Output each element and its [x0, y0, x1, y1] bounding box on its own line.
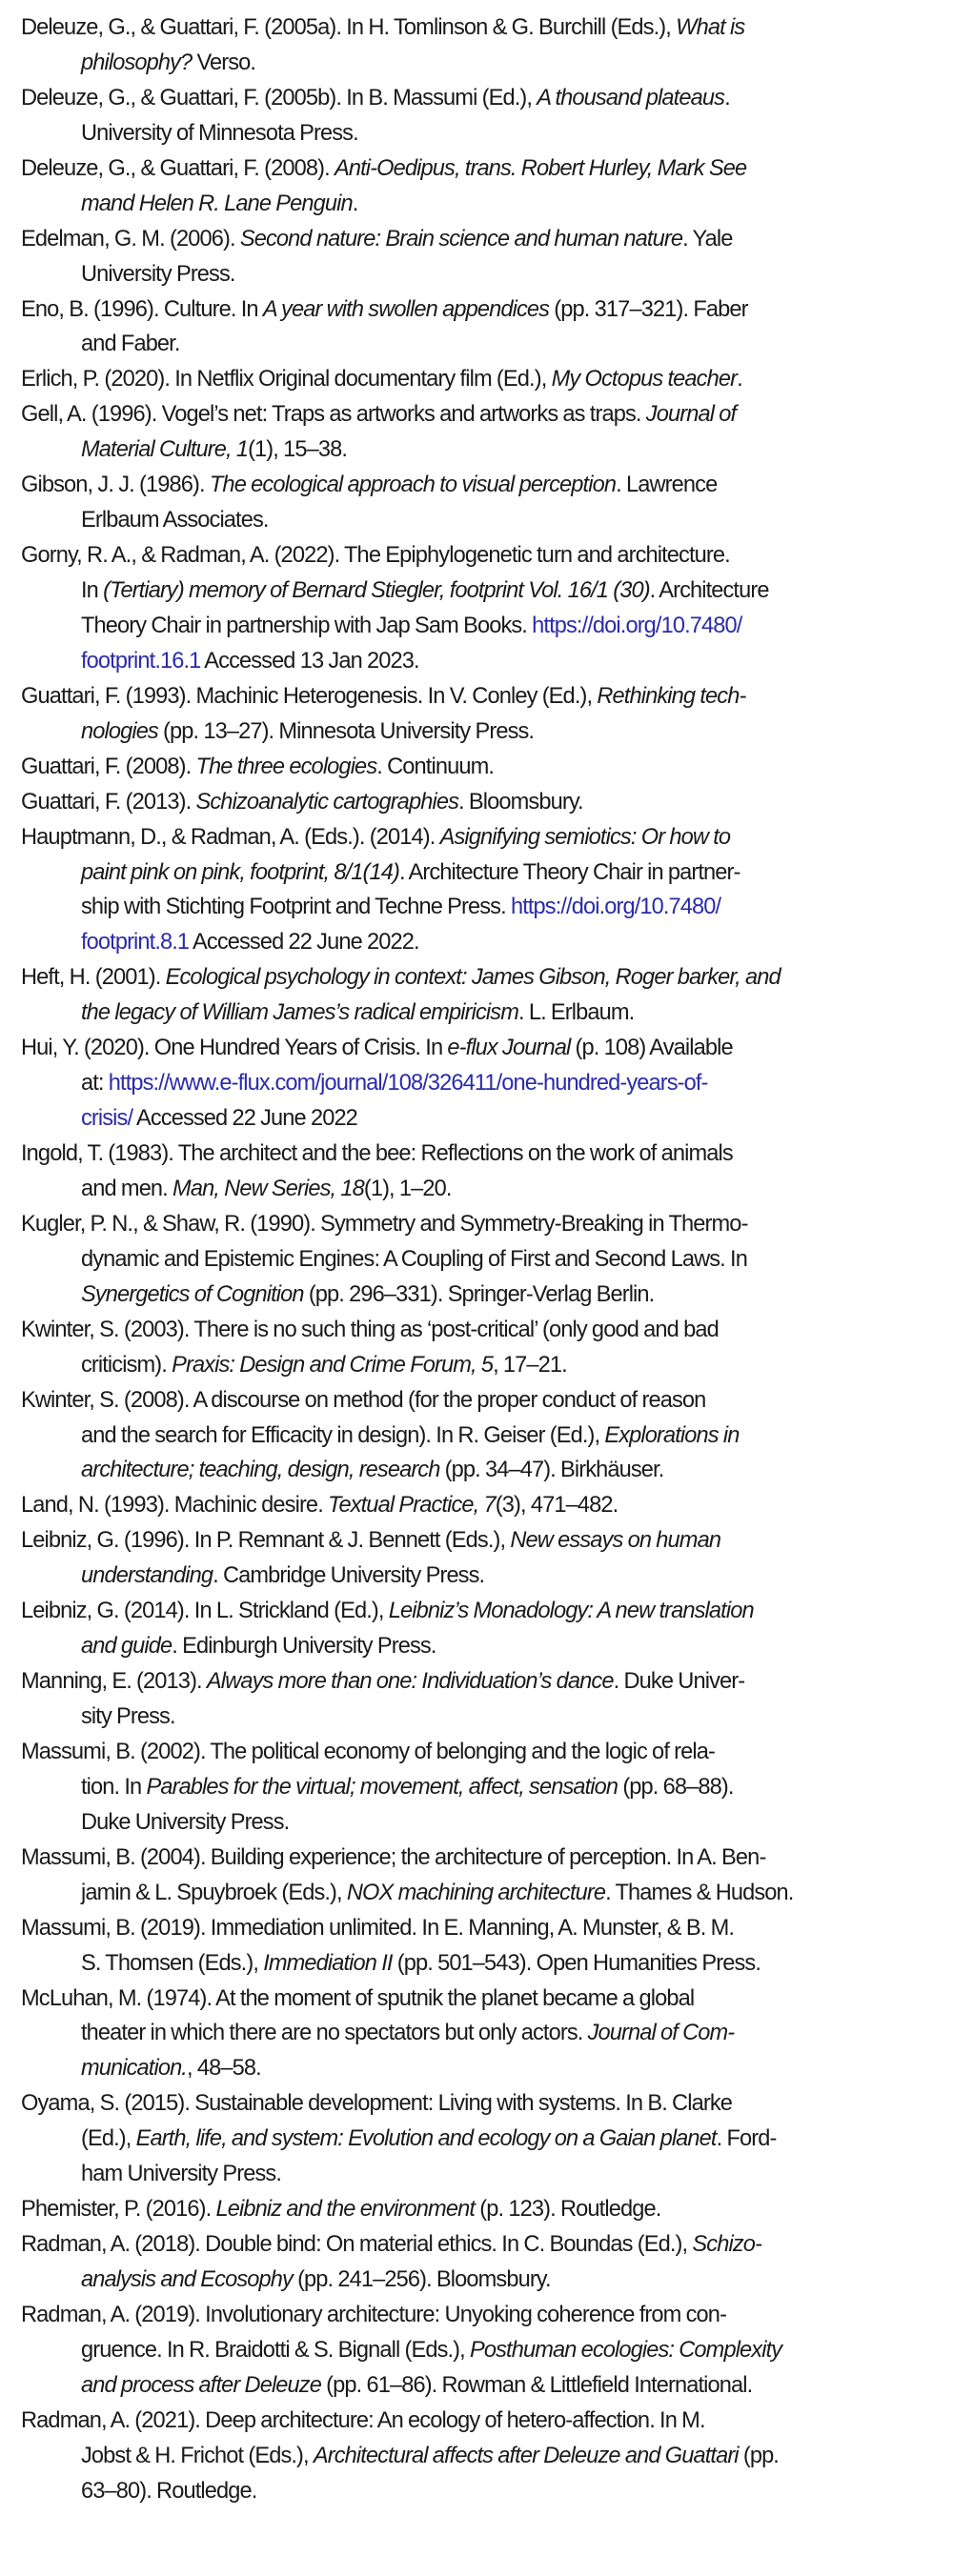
- reference-text: Radman, A. (2021). Deep architecture: An ecology of hetero-affection. In M.: [21, 2406, 705, 2433]
- reference-continuation-line: [1, 1278, 939, 1313]
- reference-text: Erlbaum Associates.: [81, 507, 269, 533]
- reference-title-italic: Material Culture, 1: [81, 436, 249, 463]
- reference-entry: [0, 292, 953, 363]
- reference-entry: [0, 2404, 953, 2509]
- reference-first-line: [0, 1031, 939, 1066]
- reference-continuation-line: [1, 2263, 939, 2298]
- reference-text: . Duke Univer-: [613, 1668, 745, 1695]
- reference-text: Massumi, B. (2019). Immediation unlimited. In E. Manning, A. Munster, & B. M.: [21, 1914, 735, 1941]
- reference-entry: [0, 1523, 953, 1594]
- reference-continuation-line: [1, 714, 939, 750]
- reference-text: 63–80). Routledge.: [81, 2477, 257, 2504]
- reference-text: Verso.: [192, 49, 256, 75]
- reference-entry: [0, 151, 953, 222]
- reference-text: Kugler, P. N., & Shaw, R. (1990). Symmetry and Symmetry-Breaking in Thermo-: [21, 1210, 748, 1237]
- reference-first-line: [0, 1911, 939, 1946]
- reference-first-line: [0, 1735, 939, 1770]
- reference-entry: [0, 397, 953, 468]
- reference-text: Theory Chair in partnership with Jap Sam Books.: [81, 612, 533, 638]
- reference-text: (pp. 296–331). Springer-Verlag Berlin.: [303, 1280, 655, 1307]
- reference-text: Eno, B. (1996). Culture. In: [21, 295, 263, 322]
- reference-text: Gibson, J. J. (1986).: [21, 472, 210, 498]
- reference-title-italic: Man, New Series, 18: [172, 1175, 364, 1201]
- reference-title-italic: mand Helen R. Lane Penguin: [81, 190, 353, 216]
- reference-title-italic: What is: [676, 14, 745, 40]
- reference-text: Guattari, F. (1993). Machinic Heterogenesis. In V. Conley (Ed.),: [21, 682, 598, 709]
- reference-first-line: [0, 785, 939, 820]
- reference-first-line: [0, 1488, 939, 1523]
- reference-title-italic: Anti-Oedipus, trans. Robert Hurley, Mark See: [334, 154, 747, 181]
- reference-text: ship with Stichting Footprint and Techne Press.: [81, 894, 511, 920]
- reference-continuation-line: [1, 1700, 939, 1735]
- reference-text: (pp. 68–88).: [618, 1773, 734, 1800]
- reference-first-line: [0, 222, 939, 257]
- reference-text: Hauptmann, D., & Radman, A. (Eds.). (2014).: [21, 823, 440, 850]
- reference-text: . Architecture: [649, 577, 769, 603]
- reference-first-line: [0, 1137, 939, 1172]
- reference-first-line: [0, 362, 939, 397]
- reference-title-italic: Ecological psychology in context: James Gibson, Roger barker, and: [165, 964, 781, 991]
- reference-text: (pp. 501–543). Open Humanities Press.: [392, 1949, 761, 1976]
- reference-text: Radman, A. (2019). Involutionary architecture: Unyoking coherence from con-: [21, 2301, 727, 2327]
- reference-text: . Architecture Theory Chair in partner-: [398, 858, 740, 885]
- reference-text: (pp. 317–321). Faber: [549, 295, 748, 322]
- reference-link[interactable]: https://doi.org/10.7480/: [510, 894, 721, 920]
- reference-list: [0, 10, 953, 2509]
- reference-first-line: [0, 679, 939, 714]
- reference-first-line: [0, 1383, 939, 1419]
- reference-text: (1), 1–20.: [363, 1175, 452, 1201]
- reference-text: . Bloomsbury.: [458, 788, 583, 815]
- reference-continuation-line: [1, 925, 939, 960]
- reference-text: Erlich, P. (2020). In Netflix Original documentary film (Ed.),: [21, 366, 552, 392]
- reference-text: Deleuze, G., & Guattari, F. (2005a). In H. Tomlinson & G. Burchill (Eds.),: [21, 14, 677, 40]
- reference-title-italic: and process after Deleuze: [81, 2371, 321, 2398]
- reference-title-italic: nologies: [81, 717, 158, 744]
- reference-text: Deleuze, G., & Guattari, F. (2005b). In B. Massumi (Ed.),: [21, 84, 537, 111]
- reference-text: (pp.: [738, 2442, 779, 2468]
- reference-text: .: [352, 190, 358, 216]
- reference-entry: [0, 10, 953, 81]
- reference-title-italic: Schizo-: [692, 2231, 762, 2258]
- reference-text: Massumi, B. (2004). Building experience; the architecture of perception. In A. Ben-: [21, 1843, 766, 1870]
- reference-first-line: [0, 2404, 939, 2439]
- reference-first-line: [0, 1664, 939, 1700]
- reference-first-line: [0, 1523, 939, 1559]
- reference-title-italic: Posthuman ecologies: Complexity: [470, 2336, 782, 2363]
- reference-entry: [0, 1594, 953, 1664]
- reference-text: criticism).: [81, 1351, 172, 1378]
- reference-first-line: [0, 151, 939, 187]
- reference-title-italic: The three ecologies: [195, 753, 377, 779]
- reference-continuation-line: [1, 46, 939, 81]
- reference-first-line: [0, 1207, 939, 1242]
- reference-entry: [0, 538, 953, 679]
- reference-first-line: [0, 2086, 939, 2122]
- reference-first-line: [0, 2192, 939, 2227]
- reference-text: and the search for Efficacity in design). In R. Geiser (Ed.),: [81, 1421, 605, 1448]
- reference-title-italic: (Tertiary) memory of Bernard Stiegler, footprint Vol. 16/1 (30): [103, 577, 650, 603]
- reference-entry: [0, 960, 953, 1031]
- reference-title-italic: Journal of: [645, 401, 737, 428]
- reference-text: Gell, A. (1996). Vogel’s net: Traps as artworks and artworks as traps.: [21, 401, 646, 428]
- reference-text: . Continuum.: [376, 753, 495, 779]
- reference-text: (pp. 61–86). Rowman & Littlefield International.: [320, 2371, 753, 2398]
- reference-text: Radman, A. (2018). Double bind: On material ethics. In C. Boundas (Ed.),: [21, 2231, 693, 2258]
- reference-title-italic: Schizoanalytic cartographies: [195, 788, 459, 815]
- reference-text: (1), 15–38.: [248, 436, 348, 463]
- reference-first-line: [0, 820, 939, 855]
- reference-text: Leibniz, G. (1996). In P. Remnant & J. Bennett (Eds.),: [21, 1527, 511, 1554]
- reference-entry: [0, 1137, 953, 1207]
- reference-text: Duke University Press.: [81, 1808, 290, 1835]
- reference-text: gruence. In R. Braidotti & S. Bignall (Eds.),: [81, 2336, 471, 2363]
- reference-first-line: [0, 81, 939, 116]
- reference-entry: [0, 1313, 953, 1383]
- reference-entry: [0, 1383, 953, 1489]
- reference-text: . Cambridge University Press.: [213, 1562, 485, 1589]
- reference-text: Oyama, S. (2015). Sustainable development: Living with systems. In B. Clarke: [21, 2090, 733, 2117]
- reference-entry: [0, 1031, 953, 1137]
- reference-continuation-line: [1, 1805, 939, 1841]
- reference-continuation-line: [1, 890, 939, 925]
- reference-title-italic: New essays on human: [510, 1527, 721, 1554]
- reference-continuation-line: [1, 2474, 939, 2509]
- reference-text: Manning, E. (2013).: [21, 1668, 207, 1695]
- reference-title-italic: Asignifying semiotics: Or how to: [439, 823, 731, 850]
- reference-entry: [0, 468, 953, 538]
- reference-text: Deleuze, G., & Guattari, F. (2008).: [21, 154, 335, 181]
- reference-entry: [0, 1841, 953, 1911]
- reference-continuation-line: [1, 2051, 939, 2086]
- reference-text: Accessed 13 Jan 2023.: [200, 647, 419, 674]
- reference-text: and men.: [81, 1175, 173, 1201]
- reference-title-italic: Second nature: Brain science and human nature: [239, 225, 683, 252]
- reference-text: (pp. 34–47). Birkhäuser.: [439, 1457, 664, 1483]
- reference-title-italic: My Octopus teacher: [551, 366, 738, 392]
- reference-text: Leibniz, G. (2014). In L. Strickland (Ed.),: [21, 1598, 389, 1624]
- reference-link[interactable]: https://www.e-flux.com/journal/108/326411/one-hundred-years-of-: [108, 1070, 708, 1097]
- reference-entry: [0, 1911, 953, 1982]
- reference-continuation-line: [1, 2439, 939, 2474]
- reference-continuation-line: [1, 609, 939, 644]
- reference-first-line: [0, 1841, 939, 1876]
- reference-link[interactable]: footprint.16.1: [81, 647, 201, 674]
- reference-continuation-line: [1, 116, 939, 151]
- reference-title-italic: Leibniz’s Monadology: A new translation: [388, 1598, 754, 1624]
- reference-text: Jobst & H. Frichot (Eds.),: [81, 2442, 314, 2468]
- reference-continuation-line: [1, 644, 939, 679]
- reference-entry: [0, 2086, 953, 2192]
- reference-text: In: [81, 577, 104, 603]
- reference-link[interactable]: footprint.8.1: [81, 929, 190, 956]
- reference-entry: [0, 2227, 953, 2298]
- reference-entry: [0, 222, 953, 292]
- reference-link[interactable]: crisis/: [81, 1105, 133, 1132]
- reference-title-italic: Explorations in: [604, 1421, 740, 1448]
- reference-entry: [0, 750, 953, 785]
- reference-continuation-line: [1, 1101, 939, 1137]
- reference-title-italic: Architectural affects after Deleuze and Guattari: [313, 2442, 739, 2468]
- reference-continuation-line: [1, 1453, 939, 1488]
- reference-text: Guattari, F. (2008).: [21, 753, 196, 779]
- reference-text: Hui, Y. (2020). One Hundred Years of Crisis. In: [21, 1035, 448, 1061]
- reference-continuation-line: [1, 1946, 939, 1982]
- reference-text: (pp. 13–27). Minnesota University Press.: [157, 717, 535, 744]
- reference-text: tion. In: [81, 1773, 147, 1800]
- reference-text: . Yale: [682, 225, 733, 252]
- reference-text: .: [724, 84, 730, 111]
- reference-text: at:: [81, 1070, 109, 1097]
- reference-text: . Edinburgh University Press.: [172, 1633, 436, 1660]
- reference-continuation-line: [1, 996, 939, 1031]
- reference-text: Gorny, R. A., & Radman, A. (2022). The Epiphylogenetic turn and architecture.: [21, 542, 730, 569]
- reference-title-italic: analysis and Ecosophy: [81, 2266, 293, 2292]
- reference-title-italic: A thousand plateaus: [537, 84, 725, 111]
- reference-text: Heft, H. (2001).: [21, 964, 166, 991]
- reference-first-line: [0, 1594, 939, 1629]
- reference-title-italic: philosophy?: [81, 49, 193, 75]
- reference-title-italic: Journal of Com-: [587, 2020, 735, 2046]
- reference-title-italic: understanding: [81, 1562, 213, 1589]
- reference-text: .: [737, 366, 742, 392]
- reference-text: (3), 471–482.: [495, 1492, 618, 1519]
- reference-text: Guattari, F. (2013).: [21, 788, 196, 815]
- reference-text: University of Minnesota Press.: [81, 119, 358, 146]
- reference-continuation-line: [1, 1770, 939, 1805]
- reference-entry: [0, 1488, 953, 1523]
- reference-title-italic: Rethinking tech-: [597, 682, 746, 709]
- reference-title-italic: architecture; teaching, design, research: [81, 1457, 440, 1483]
- reference-title-italic: Praxis: Design and Crime Forum, 5: [172, 1351, 494, 1378]
- reference-text: University Press.: [81, 260, 235, 287]
- reference-text: . Lawrence: [616, 472, 718, 498]
- reference-link[interactable]: https://doi.org/10.7480/: [532, 612, 742, 638]
- reference-entry: [0, 1664, 953, 1735]
- reference-first-line: [0, 1982, 939, 2017]
- reference-first-line: [0, 1313, 939, 1348]
- reference-first-line: [0, 2227, 939, 2263]
- reference-text: Ingold, T. (1983). The architect and the bee: Reflections on the work of animals: [21, 1140, 733, 1166]
- reference-continuation-line: [1, 327, 939, 362]
- reference-continuation-line: [1, 433, 939, 468]
- reference-entry: [0, 2298, 953, 2404]
- reference-text: Accessed 22 June 2022.: [189, 929, 419, 956]
- reference-entry: [0, 679, 953, 750]
- reference-text: (p. 108) Available: [570, 1035, 733, 1061]
- reference-continuation-line: [1, 1172, 939, 1207]
- reference-text: (Ed.),: [81, 2125, 136, 2152]
- reference-first-line: [0, 10, 939, 46]
- reference-continuation-line: [1, 503, 939, 538]
- reference-text: . L. Erlbaum.: [517, 999, 635, 1026]
- reference-continuation-line: [1, 2016, 939, 2051]
- reference-text: theater in which there are no spectators but only actors.: [81, 2020, 588, 2046]
- reference-text: jamin & L. Spuybroek (Eds.),: [81, 1879, 347, 1905]
- reference-title-italic: and guide: [81, 1633, 172, 1660]
- reference-continuation-line: [1, 1348, 939, 1383]
- reference-first-line: [0, 2298, 939, 2333]
- reference-text: Kwinter, S. (2008). A discourse on method (for the proper conduct of reason: [21, 1386, 706, 1413]
- reference-continuation-line: [1, 257, 939, 292]
- reference-entry: [0, 81, 953, 151]
- reference-continuation-line: [1, 1629, 939, 1664]
- reference-continuation-line: [1, 2333, 939, 2368]
- reference-text: Kwinter, S. (2003). There is no such thing as ‘post-critical’ (only good and bad: [21, 1316, 719, 1342]
- reference-text: Edelman, G. M. (2006).: [21, 225, 240, 252]
- reference-continuation-line: [1, 187, 939, 222]
- reference-title-italic: the legacy of William James’s radical empiricism: [81, 999, 518, 1026]
- reference-title-italic: NOX machining architecture: [346, 1879, 606, 1905]
- reference-text: McLuhan, M. (1974). At the moment of sputnik the planet became a global: [21, 1984, 695, 2011]
- reference-text: Phemister, P. (2016).: [21, 2196, 216, 2223]
- reference-first-line: [0, 960, 939, 996]
- reference-continuation-line: [1, 574, 939, 609]
- reference-title-italic: paint pink on pink, footprint, 8/1(14): [81, 858, 399, 885]
- reference-text: ham University Press.: [81, 2161, 281, 2187]
- reference-title-italic: Parables for the virtual; movement, affect, sensation: [146, 1773, 618, 1800]
- reference-first-line: [0, 750, 939, 785]
- reference-text: dynamic and Epistemic Engines: A Coupling of First and Second Laws. In: [81, 1245, 747, 1272]
- reference-text: Accessed 22 June 2022: [132, 1105, 357, 1132]
- reference-entry: [0, 1735, 953, 1841]
- reference-title-italic: Textual Practice, 7: [328, 1492, 496, 1519]
- reference-first-line: [0, 397, 939, 433]
- reference-text: sity Press.: [81, 1703, 175, 1729]
- reference-text: Massumi, B. (2002). The political economy of belonging and the logic of rela-: [21, 1738, 716, 1764]
- reference-first-line: [0, 538, 939, 574]
- reference-text: , 48–58.: [186, 2055, 261, 2082]
- reference-title-italic: The ecological approach to visual perception: [209, 472, 617, 498]
- reference-text: Land, N. (1993). Machinic desire.: [21, 1492, 329, 1519]
- reference-text: and Faber.: [81, 331, 180, 357]
- reference-entry: [0, 1982, 953, 2087]
- reference-entry: [0, 785, 953, 820]
- reference-first-line: [0, 468, 939, 503]
- reference-title-italic: Immediation II: [263, 1949, 393, 1976]
- reference-first-line: [0, 292, 939, 328]
- reference-entry: [0, 1207, 953, 1313]
- reference-text: (pp. 241–256). Bloomsbury.: [292, 2266, 551, 2292]
- reference-title-italic: Synergetics of Cognition: [81, 1280, 304, 1307]
- reference-entry: [0, 820, 953, 961]
- reference-text: S. Thomsen (Eds.),: [81, 1949, 264, 1976]
- reference-entry: [0, 2192, 953, 2227]
- reference-text: , 17–21.: [493, 1351, 567, 1378]
- reference-continuation-line: [1, 2368, 939, 2404]
- reference-title-italic: Earth, life, and system: Evolution and ecology on a Gaian planet: [135, 2125, 717, 2152]
- reference-continuation-line: [1, 1066, 939, 1101]
- reference-continuation-line: [1, 1876, 939, 1911]
- reference-text: . Thames & Hudson.: [605, 1879, 794, 1905]
- reference-continuation-line: [1, 2157, 939, 2192]
- reference-title-italic: Leibniz and the environment: [215, 2196, 476, 2223]
- reference-title-italic: e-flux Journal: [447, 1035, 571, 1061]
- reference-continuation-line: [1, 855, 939, 891]
- reference-entry: [0, 362, 953, 397]
- reference-continuation-line: [1, 2122, 939, 2157]
- reference-continuation-line: [1, 1559, 939, 1594]
- reference-continuation-line: [1, 1419, 939, 1454]
- reference-text: (p. 123). Routledge.: [475, 2196, 661, 2223]
- reference-title-italic: A year with swollen appendices: [262, 295, 550, 322]
- reference-title-italic: Always more than one: Individuation’s dance: [206, 1668, 614, 1695]
- reference-text: . Ford-: [716, 2125, 777, 2152]
- reference-title-italic: munication.: [81, 2055, 187, 2082]
- reference-continuation-line: [1, 1242, 939, 1278]
